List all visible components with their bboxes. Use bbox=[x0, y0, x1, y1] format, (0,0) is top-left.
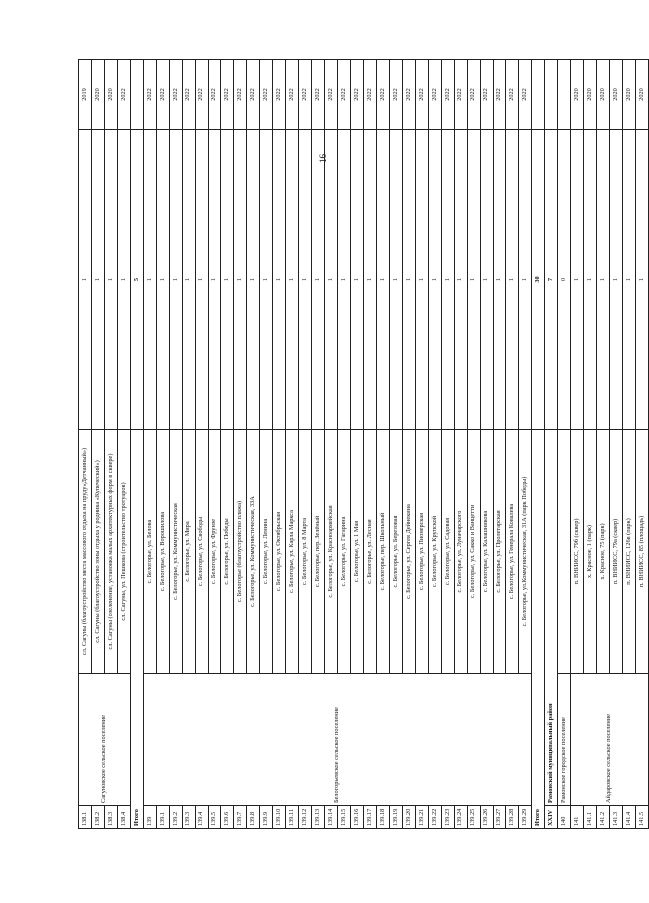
row-number: 139.15 bbox=[338, 806, 351, 829]
object-address: х. Красное, 75 (парк) bbox=[597, 430, 610, 674]
row-number: 141.5 bbox=[635, 806, 648, 829]
object-count: 1 bbox=[260, 130, 273, 430]
object-address: сл. Сагуны (благоустройство места массового отдыха на пруду«Детчанный») bbox=[79, 430, 92, 674]
row-number: 138.1 bbox=[79, 806, 92, 829]
object-year: 2020 bbox=[610, 60, 623, 130]
table-row bbox=[79, 60, 92, 829]
object-year: 2022 bbox=[156, 60, 169, 130]
object-address: с. Белогорье, ул. Ворошилова bbox=[156, 430, 169, 674]
object-count: 1 bbox=[519, 130, 532, 430]
object-count: 1 bbox=[79, 130, 92, 430]
object-address: п. ВНИИСС, 126в (парк) bbox=[623, 430, 636, 674]
object-count: 1 bbox=[117, 130, 130, 430]
object-address: с. Белогорье, ул. Красноармейская bbox=[325, 430, 338, 674]
object-count: 1 bbox=[169, 130, 182, 430]
object-year: 2022 bbox=[325, 60, 338, 130]
row-number: 141.1 bbox=[584, 806, 597, 829]
rotated-table-container bbox=[78, 60, 649, 829]
row-number: 139.9 bbox=[260, 806, 273, 829]
object-address: с. Белогорье, ул. 1 Мая bbox=[351, 430, 364, 674]
object-year: 2022 bbox=[247, 60, 260, 130]
object-year bbox=[532, 60, 545, 130]
object-year: 2022 bbox=[338, 60, 351, 130]
total-label: Итого bbox=[532, 430, 545, 829]
object-address: с. Белогорье, ул. Свободы bbox=[195, 430, 208, 674]
object-count: 1 bbox=[597, 130, 610, 430]
object-count: 1 bbox=[273, 130, 286, 430]
object-address: сл. Сагуны, ул. Пешкова (строительство тротуаров) bbox=[117, 430, 130, 674]
object-address: сл. Сагуны (благоустройство зоны отдыха у родника «Купеческий») bbox=[91, 430, 104, 674]
object-count: 1 bbox=[143, 130, 156, 430]
object-count: 1 bbox=[363, 130, 376, 430]
object-address: п. ВНИИСС, 85 (площадь) bbox=[635, 430, 648, 674]
row-number: 141 bbox=[571, 806, 584, 829]
object-year: 2022 bbox=[441, 60, 454, 130]
object-address bbox=[558, 430, 571, 674]
object-count: 1 bbox=[402, 130, 415, 430]
object-address: с. Белогорье, ул. Лесная bbox=[363, 430, 376, 674]
object-year: 2022 bbox=[519, 60, 532, 130]
object-address: с. Белогорье, ул. Крупской bbox=[428, 430, 441, 674]
object-address: с. Белогорье, ул. Калашникова bbox=[480, 430, 493, 674]
object-address: с. Белогорье, ул. Мира bbox=[182, 430, 195, 674]
section-label: Рамонский муниципальный район bbox=[545, 430, 558, 806]
row-number: 138.3 bbox=[104, 806, 117, 829]
object-count: 1 bbox=[467, 130, 480, 430]
object-year: 2022 bbox=[299, 60, 312, 130]
row-number: 138.4 bbox=[117, 806, 130, 829]
object-address: с. Белогорье, ул. Белова bbox=[143, 430, 156, 674]
object-count: 1 bbox=[480, 130, 493, 430]
row-number: 139.13 bbox=[312, 806, 325, 829]
object-address: с. Белогорье, ул. Коммунистическая bbox=[169, 430, 182, 674]
object-address: с. Белогорье, ул. Пионерская bbox=[415, 430, 428, 674]
object-count: 1 bbox=[247, 130, 260, 430]
object-count: 1 bbox=[182, 130, 195, 430]
row-number: 139.7 bbox=[234, 806, 247, 829]
object-address: с. Белогорье, ул. Пролетарская bbox=[493, 430, 506, 674]
object-count: 1 bbox=[441, 130, 454, 430]
row-number: 141.4 bbox=[623, 806, 636, 829]
object-count: 1 bbox=[623, 130, 636, 430]
object-count: 1 bbox=[299, 130, 312, 430]
object-count: 30 bbox=[532, 130, 545, 430]
object-year: 2022 bbox=[143, 60, 156, 130]
object-year: 2022 bbox=[312, 60, 325, 130]
object-count: 1 bbox=[571, 130, 584, 430]
object-count: 1 bbox=[389, 130, 402, 430]
row-number: 139.6 bbox=[221, 806, 234, 829]
object-year: 2022 bbox=[493, 60, 506, 130]
object-address: с. Белогорье, ул.Коммунистическая, 31А (парк Победы) bbox=[519, 430, 532, 674]
row-number: 139.1 bbox=[156, 806, 169, 829]
object-address: с. Белогорье (благоустройство пляжа) bbox=[234, 430, 247, 674]
object-year: 2020 bbox=[635, 60, 648, 130]
row-number: 139.11 bbox=[286, 806, 299, 829]
row-number: 139.28 bbox=[506, 806, 519, 829]
row-number: 139.14 bbox=[325, 806, 338, 829]
object-year: 2020 bbox=[571, 60, 584, 130]
object-count: 1 bbox=[312, 130, 325, 430]
object-year: 2020 bbox=[91, 60, 104, 130]
object-address: с. Белогорье, пер. Школьный bbox=[376, 430, 389, 674]
object-count: 1 bbox=[325, 130, 338, 430]
settlement-name: Рамонское городское поселение bbox=[558, 674, 571, 806]
table-row bbox=[143, 60, 156, 829]
object-year: 2022 bbox=[195, 60, 208, 130]
object-count: 0 bbox=[558, 130, 571, 430]
object-address: с. Белогорье, ул. 8 Марта bbox=[299, 430, 312, 674]
section-number: XXIV bbox=[545, 806, 558, 829]
row-number: 139.12 bbox=[299, 806, 312, 829]
object-address: с. Белогорье, пер. Зелёный bbox=[312, 430, 325, 674]
table-row bbox=[558, 60, 571, 829]
object-year: 2022 bbox=[351, 60, 364, 130]
object-count: 1 bbox=[286, 130, 299, 430]
object-count: 1 bbox=[454, 130, 467, 430]
object-year: 2022 bbox=[286, 60, 299, 130]
object-year: 2022 bbox=[467, 60, 480, 130]
object-count: 1 bbox=[376, 130, 389, 430]
object-year: 2020 bbox=[104, 60, 117, 130]
object-address: с. Белогорье, ул. Ленина bbox=[260, 430, 273, 674]
row-number: 138.2 bbox=[91, 806, 104, 829]
object-year: 2022 bbox=[208, 60, 221, 130]
page-number: 16 bbox=[318, 154, 328, 163]
object-year: 2022 bbox=[428, 60, 441, 130]
object-year: 2022 bbox=[402, 60, 415, 130]
settlement-name: Айдаровское сельское поселение bbox=[571, 674, 649, 806]
object-year: 2022 bbox=[260, 60, 273, 130]
row-number: 139.26 bbox=[480, 806, 493, 829]
table-row bbox=[571, 60, 584, 829]
row-number: 139.20 bbox=[402, 806, 415, 829]
row-number: 139.25 bbox=[467, 806, 480, 829]
object-year: 2022 bbox=[376, 60, 389, 130]
object-year: 2020 bbox=[623, 60, 636, 130]
row-number: 139.16 bbox=[351, 806, 364, 829]
row-number: 139.29 bbox=[519, 806, 532, 829]
object-year bbox=[558, 60, 571, 130]
row-number: 139.19 bbox=[389, 806, 402, 829]
object-count: 1 bbox=[610, 130, 623, 430]
object-address: с. Белогорье, ул. Садовая bbox=[441, 430, 454, 674]
object-address: сл. Сагуны (озеленение, установка малых архитектурных форм в сквере) bbox=[104, 430, 117, 674]
object-count: 7 bbox=[545, 130, 558, 430]
object-count: 1 bbox=[428, 130, 441, 430]
object-address: с. Белогорье, ул. Луначарского bbox=[454, 430, 467, 674]
object-year: 2022 bbox=[117, 60, 130, 130]
improvement-objects-table bbox=[78, 59, 649, 829]
object-count: 5 bbox=[130, 130, 143, 430]
object-year: 2022 bbox=[273, 60, 286, 130]
row-number: 139.4 bbox=[195, 806, 208, 829]
row-number: 139.10 bbox=[273, 806, 286, 829]
object-count: 1 bbox=[584, 130, 597, 430]
object-year: 2022 bbox=[480, 60, 493, 130]
object-year: 2022 bbox=[234, 60, 247, 130]
row-number: 141.2 bbox=[597, 806, 610, 829]
row-number: 139.24 bbox=[454, 806, 467, 829]
object-year: 2022 bbox=[169, 60, 182, 130]
object-count: 1 bbox=[338, 130, 351, 430]
total-row bbox=[532, 60, 545, 829]
object-address: с. Белогорье, ул. Карла Маркса bbox=[286, 430, 299, 674]
row-number: 139.23 bbox=[441, 806, 454, 829]
object-year bbox=[545, 60, 558, 130]
total-row bbox=[130, 60, 143, 829]
row-number: 139.2 bbox=[169, 806, 182, 829]
settlement-name: Сагуновское сельское поселение bbox=[79, 674, 131, 806]
object-year: 2019 bbox=[79, 60, 92, 130]
row-number: 139 bbox=[143, 806, 156, 829]
object-year: 2022 bbox=[506, 60, 519, 130]
row-number: 139.18 bbox=[376, 806, 389, 829]
row-number: 139.27 bbox=[493, 806, 506, 829]
row-number: 139.21 bbox=[415, 806, 428, 829]
table-body bbox=[79, 60, 649, 829]
row-number: 140 bbox=[558, 806, 571, 829]
object-year: 2022 bbox=[221, 60, 234, 130]
object-year: 2020 bbox=[584, 60, 597, 130]
object-count: 1 bbox=[351, 130, 364, 430]
object-address: с. Белогорье, ул. Березовая bbox=[389, 430, 402, 674]
object-count: 1 bbox=[234, 130, 247, 430]
object-address: с. Белогорье, ул. Сергея Дейнекина bbox=[402, 430, 415, 674]
object-year: 2022 bbox=[454, 60, 467, 130]
row-number: 141.3 bbox=[610, 806, 623, 829]
object-address: с. Белогорье, ул. Генерала Ковалева bbox=[506, 430, 519, 674]
object-address: с. Белогорье, ул. Победы bbox=[221, 430, 234, 674]
total-label: Итого bbox=[130, 430, 143, 829]
row-number: 139.8 bbox=[247, 806, 260, 829]
object-address: с. Белогорье, ул. Фрунзе bbox=[208, 430, 221, 674]
row-number: 139.3 bbox=[182, 806, 195, 829]
settlement-name: Белогорьевское сельское поселение bbox=[143, 674, 532, 806]
object-year: 2022 bbox=[182, 60, 195, 130]
object-count: 1 bbox=[221, 130, 234, 430]
row-number: 139.17 bbox=[363, 806, 376, 829]
object-year: 2022 bbox=[415, 60, 428, 130]
object-count: 1 bbox=[415, 130, 428, 430]
object-address: с. Белогорье, ул. Сакко и Ванцетти bbox=[467, 430, 480, 674]
object-count: 1 bbox=[156, 130, 169, 430]
object-count: 1 bbox=[493, 130, 506, 430]
row-number: 139.5 bbox=[208, 806, 221, 829]
object-address: п. ВНИИСС, 79б (сквер) bbox=[571, 430, 584, 674]
section-row bbox=[545, 60, 558, 829]
object-count: 1 bbox=[635, 130, 648, 430]
object-address: х. Красное, 1 (парк) bbox=[584, 430, 597, 674]
object-address: с. Белогорье, ул. Гагарина bbox=[338, 430, 351, 674]
object-address: п. ВНИИСС, 79а (сквер) bbox=[610, 430, 623, 674]
object-count: 1 bbox=[104, 130, 117, 430]
object-address: с. Белогорье, ул. Коммунистическая, 33А bbox=[247, 430, 260, 674]
object-year: 2022 bbox=[389, 60, 402, 130]
object-count: 1 bbox=[208, 130, 221, 430]
object-count: 1 bbox=[506, 130, 519, 430]
object-count: 1 bbox=[91, 130, 104, 430]
object-year bbox=[130, 60, 143, 130]
object-year: 2022 bbox=[363, 60, 376, 130]
row-number: 139.22 bbox=[428, 806, 441, 829]
object-address: с. Белогорье, ул. Октябрьская bbox=[273, 430, 286, 674]
object-year: 2020 bbox=[597, 60, 610, 130]
object-count: 1 bbox=[195, 130, 208, 430]
